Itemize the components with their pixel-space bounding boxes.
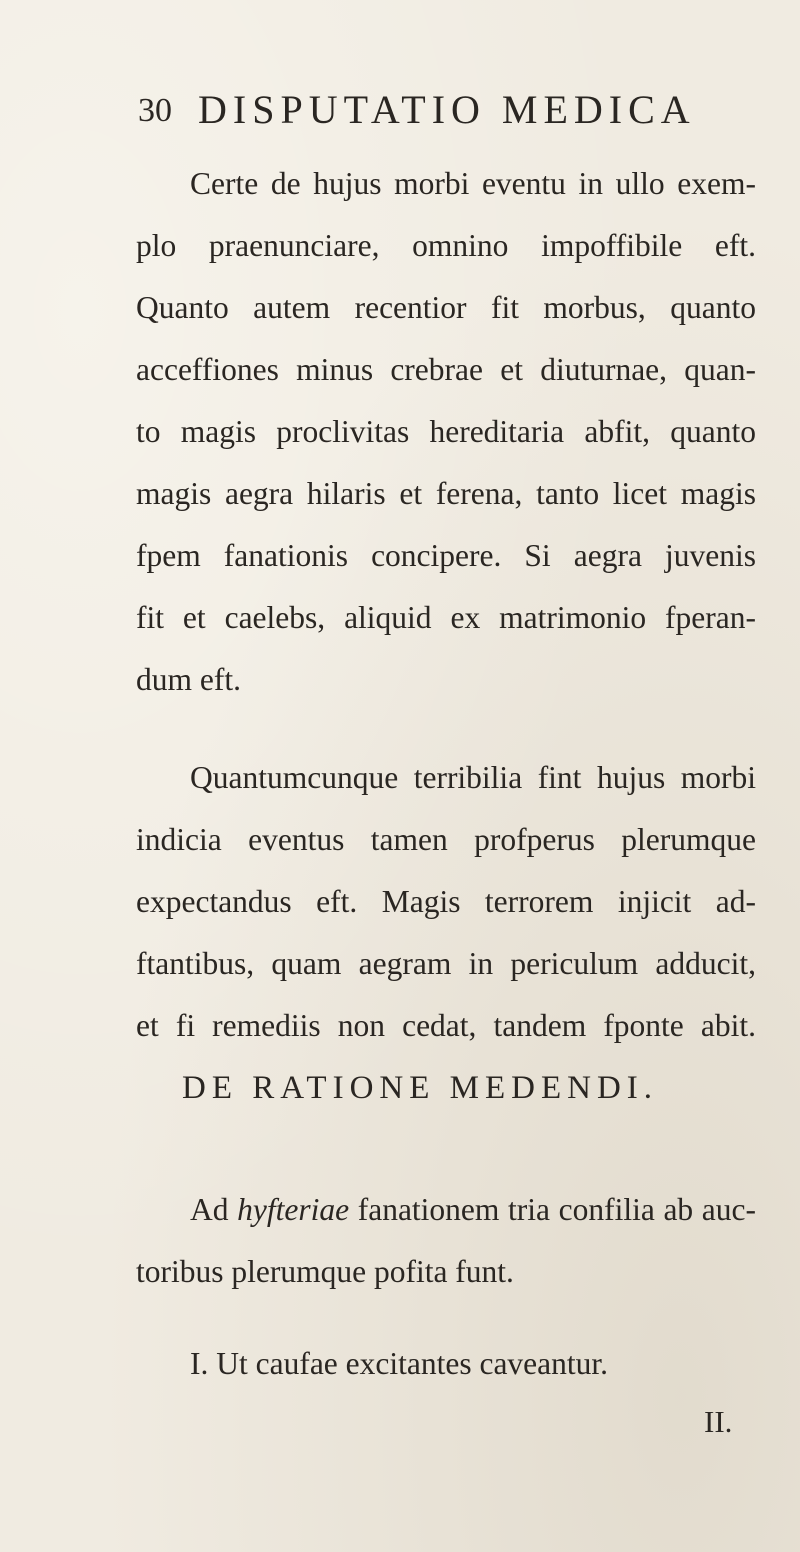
text-line: Quantumcunque terribilia fint hujus morbi <box>190 760 756 795</box>
text-line: fit et caelebs, aliquid ex matrimonio fperan- <box>136 600 756 635</box>
text-line <box>190 1194 756 1226</box>
text-line: indicia eventus tamen profperus plerumque <box>136 822 756 857</box>
text-line: toribus plerumque pofita funt. <box>136 1254 514 1289</box>
text-line: plo praenunciare, omnino impoffibile eft. <box>136 228 756 263</box>
text-line: ftantibus, quam aegram in periculum adducit, <box>136 946 756 981</box>
text-line: expectandus eft. Magis terrorem injicit ad- <box>136 884 756 919</box>
text-line: to magis proclivitas hereditaria abfit, quanto <box>136 414 756 449</box>
text-line: magis aegra hilaris et ferena, tanto licet magis <box>136 476 756 511</box>
list-item: I. Ut caufae excitantes caveantur. <box>190 1346 609 1381</box>
italic-term: hyfteriae <box>237 1192 350 1227</box>
page-number: 30 <box>138 92 172 129</box>
text-line: et fi remediis non cedat, tandem fponte abit. <box>136 1008 756 1043</box>
section-heading: DE RATIONE MEDENDI. <box>182 1070 659 1106</box>
text-line: acceffiones minus crebrae et diuturnae, quan- <box>136 352 756 387</box>
catchword: II. <box>704 1404 733 1439</box>
page-header <box>138 86 758 136</box>
text-line: fpem fanationis concipere. Si aegra juvenis <box>136 538 756 573</box>
text-span: fanationem tria confilia ab auc- <box>357 1192 757 1227</box>
running-head: DISPUTATIO MEDICA <box>198 87 696 132</box>
text-line: Quanto autem recentior fit morbus, quanto <box>136 290 756 325</box>
text-line: dum eft. <box>136 662 241 697</box>
text-span: Ad <box>190 1192 229 1227</box>
text-line: Certe de hujus morbi eventu in ullo exem- <box>190 166 756 201</box>
